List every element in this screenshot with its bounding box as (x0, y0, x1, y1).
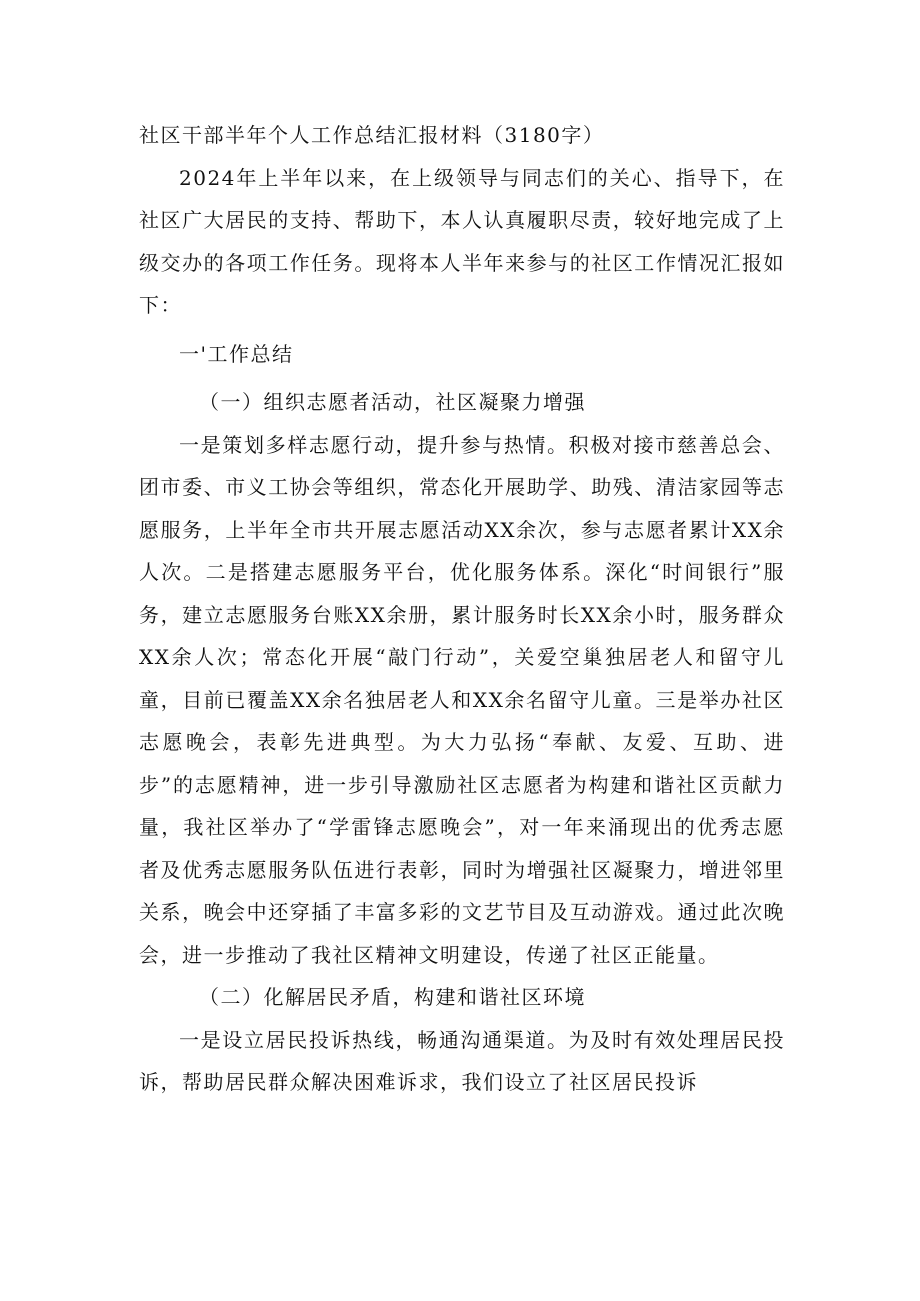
body-paragraph-1: 一是策划多样志愿行动，提升参与热情。积极对接市慈善总会、团市委、市义工协会等组织，常态化开展助学、助残、清洁家园等志愿服务，上半年全市共开展志愿活动XX余次，参与志愿者累计XX余人次。二是搭建志愿服务平台，优化服务体系。深化“时间银行”服务，建立志愿服务台账XX余册，累计服务时长XX余小时，服务群众XX余人次；常态化开展“敲门行动”，关爱空巢独居老人和留守儿童，目前已覆盖XX余名独居老人和XX余名留守儿童。三是举办社区志愿晚会，表彰先进典型。为大力弘扬“奉献、友爱、互助、进步”的志愿精神，进一步引导激励社区志愿者为构建和谐社区贡献力量，我社区举办了“学雷锋志愿晚会”，对一年来涌现出的优秀志愿者及优秀志愿服务队伍进行表彰，同时为增强社区凝聚力，增进邻里关系，晚会中还穿插了丰富多彩的文艺节目及互动游戏。通过此次晚会，进一步推动了我社区精神文明建设，传递了社区正能量。 (139, 432, 785, 967)
intro-paragraph: 2024年上半年以来，在上级领导与同志们的关心、指导下，在社区广大居民的支持、帮助下，本人认真履职尽责，较好地完成了上级交办的各项工作任务。现将本人半年来参与的社区工作情况汇报如下： (139, 165, 785, 317)
document-body (139, 114, 785, 1104)
section-heading-1: 一'工作总结 (179, 341, 294, 366)
subsection-heading-2: （二）化解居民矛盾，构建和谐社区环境 (199, 985, 586, 1009)
document-title: 社区干部半年个人工作总结汇报材料（3180字） (139, 123, 605, 147)
subsection-heading-1: （一）组织志愿者活动，社区凝聚力增强 (199, 390, 586, 414)
body-paragraph-2: 一是设立居民投诉热线，畅通沟通渠道。为及时有效处理居民投诉，帮助居民群众解决困难诉求，我们设立了社区居民投诉 (139, 1027, 785, 1094)
